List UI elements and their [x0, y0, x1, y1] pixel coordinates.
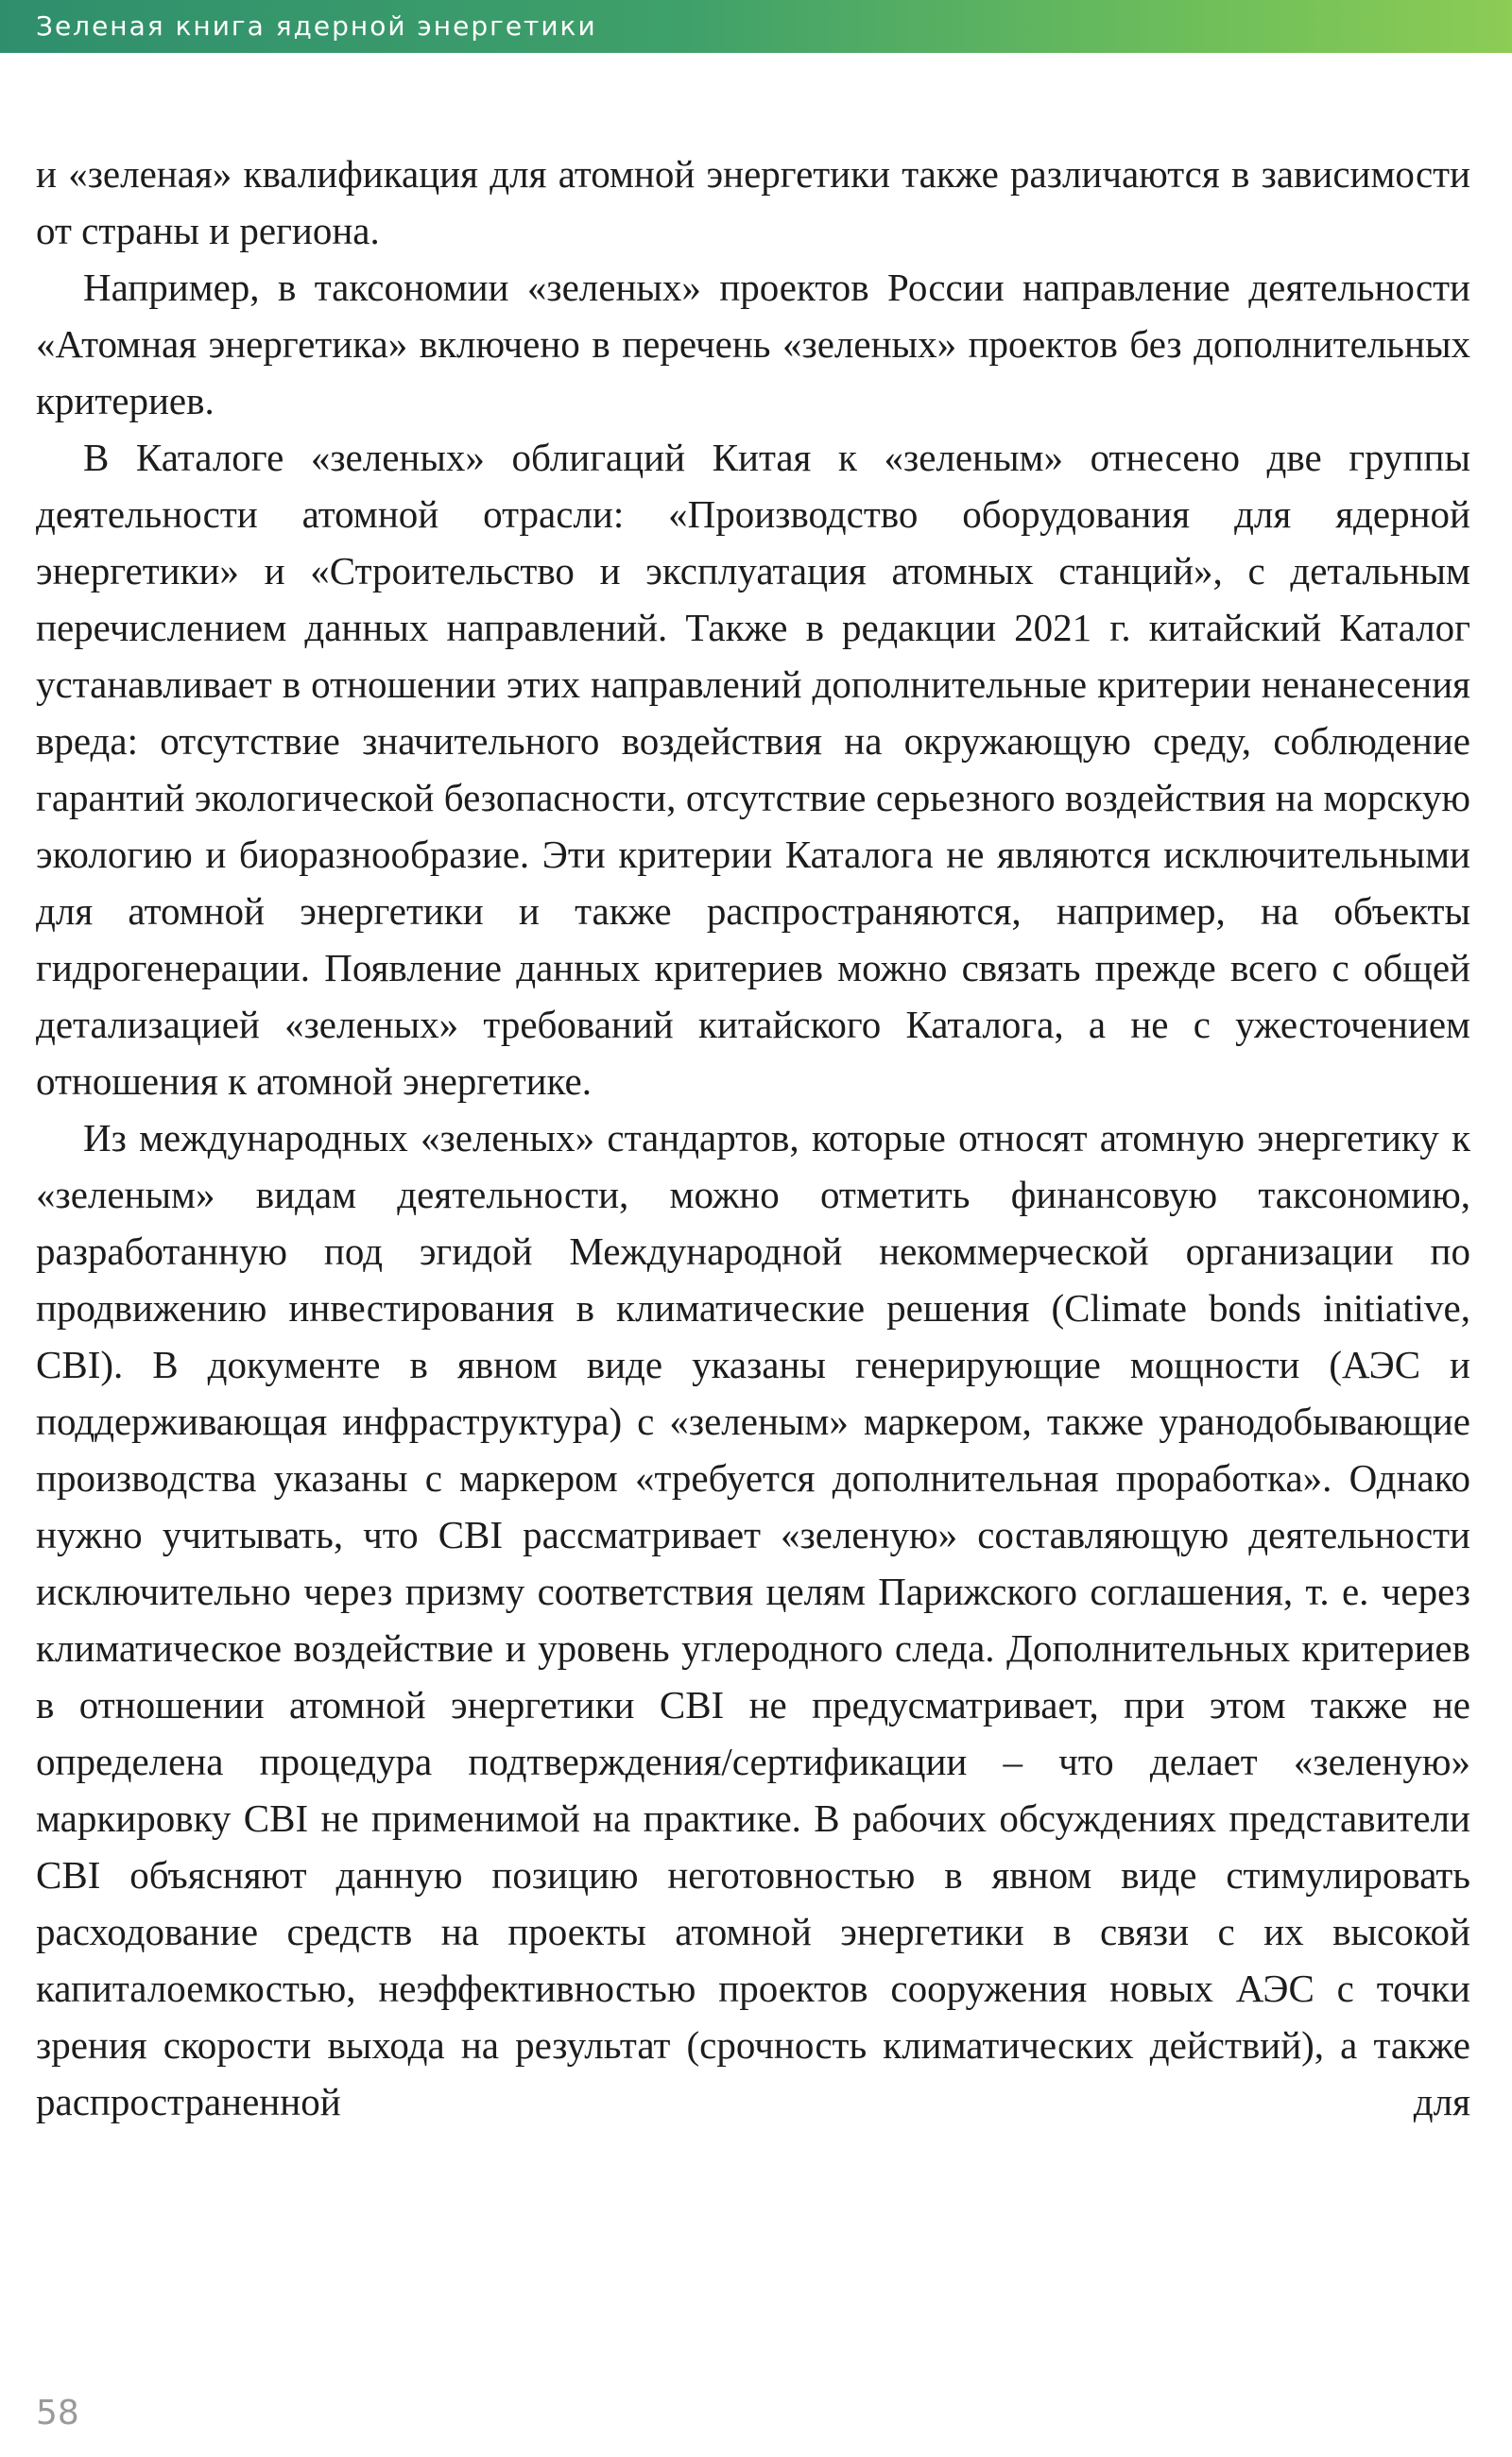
- paragraph: Из международных «зеленых» стандартов, которые относят атомную энергетику к «зеленым» видам деятельности, можно отметить финансовую таксономию, разработанную под эгидой Международной некоммерческой организации по продвижению инвестирования в климатические решения (Climate bonds initiative, CBI). В документе в явном виде указаны генерирующие мощности (АЭС и поддерживающая инфраструктура) с «зеленым» маркером, также уранодобывающие производства указаны с маркером «требуется дополнительная проработка». Однако нужно учитывать, что CBI рассматривает «зеленую» составляющую деятельности исключительно через призму соответствия целям Парижского соглашения, т. е. через климатическое воздействие и уровень углеродного следа. Дополнительных критериев в отношении атомной энергетики CBI не предусматривает, при этом также не определена процедура подтверждения/сертификации – что делает «зеленую» маркировку CBI не применимой на практике. В рабочих обсуждениях представители CBI объясняют данную позицию неготовностью в явном виде стимулировать расходование средств на проекты атомной энергетики в связи с их высокой капиталоемкостью, неэффективностью проектов сооружения новых АЭС с точки зрения скорости выхода на результат (срочность климатических действий), а также распространенной для: [36, 1116, 1470, 2123]
- running-header-title: Зеленая книга ядерной энергетики: [36, 10, 597, 42]
- paragraph: и «зеленая» квалификация для атомной энергетики также различаются в зависимости от страны и региона.: [36, 152, 1470, 252]
- header-bar: [0, 0, 1512, 53]
- page-number: 58: [36, 2394, 79, 2432]
- page-body: [36, 146, 1470, 2130]
- paragraph: Например, в таксономии «зеленых» проектов России направление деятельности «Атомная энергетика» включено в перечень «зеленых» проектов без дополнительных критериев.: [36, 266, 1470, 422]
- paragraph: В Каталоге «зеленых» облигаций Китая к «зеленым» отнесено две группы деятельности атомной отрасли: «Производство оборудования для ядерной энергетики» и «Строительство и эксплуатация атомных станций», с детальным перечислением данных направлений. Также в редакции 2021 г. китайский Каталог устанавливает в отношении этих направлений дополнительные критерии ненанесения вреда: отсутствие значительного воздействия на окружающую среду, соблюдение гарантий экологической безопасности, отсутствие серьезного воздействия на морскую экологию и биоразнообразие. Эти критерии Каталога не являются исключительными для атомной энергетики и также распространяются, например, на объекты гидрогенерации. Появление данных критериев можно связать прежде всего с общей детализацией «зеленых» требований китайского Каталога, а не с ужесточением отношения к атомной энергетике.: [36, 436, 1470, 1103]
